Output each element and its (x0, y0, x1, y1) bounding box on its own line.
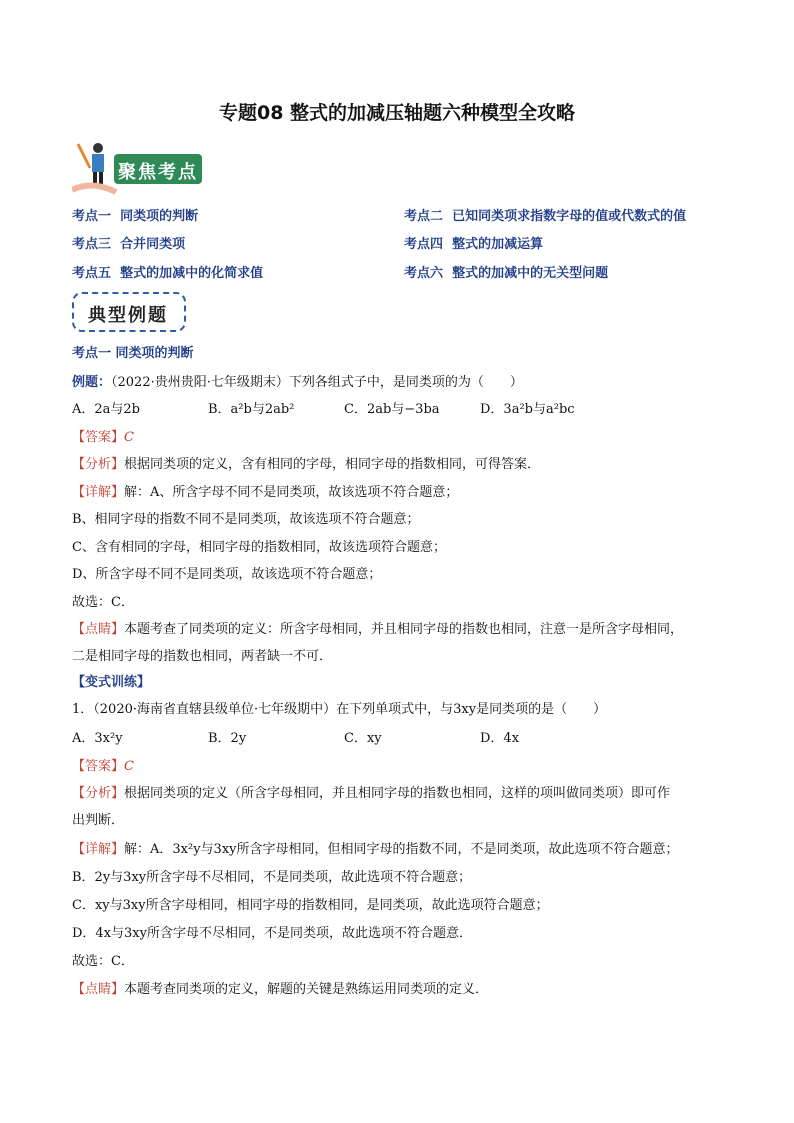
kaodian-item-3[interactable] (72, 233, 185, 252)
analysis-text: 根据同类项的定义，含有相同的字母，相同字母的指数相同，可得答案． (124, 457, 541, 472)
variant-question: 1．（2020·海南省直辖县级单位·七年级期中）在下列单项式中，与3xy是同类项的是（ ） (72, 702, 607, 717)
example-detail-line: D、所含字母不同不是同类项，故该选项不符合题意； (72, 567, 382, 582)
comment-label: 【点睛】 (72, 982, 125, 997)
kaodian-item-4[interactable] (404, 233, 543, 252)
kaodian-label: 考点四 (404, 237, 444, 252)
comment-label: 【点睛】 (72, 622, 125, 637)
example-detail-line (72, 481, 458, 500)
example-question (72, 371, 523, 390)
variant-detail-line: C．xy与3xy所含字母相同，相同字母的指数相同，是同类项，故此选项符合题意； (72, 898, 549, 913)
comment-text: 本题考查同类项的定义，解题的关键是熟练运用同类项的定义． (124, 982, 489, 997)
kaodian-text: 整式的加减中的无关型问题 (452, 266, 609, 281)
analysis-text: 根据同类项的定义（所含字母相同，并且相同字母的指数也相同，这样的项叫做同类项）即可作 (124, 786, 671, 801)
example-comment-line: 二是相同字母的指数也相同，两者缺一不可． (72, 649, 333, 664)
detail-text: 解：A．3x²y与3xy所含字母相同，但相同字母的指数不同，不是同类项，故此选项不符合题意； (124, 842, 679, 857)
option-a: A．3x²y (72, 731, 123, 746)
kaodian-item-6[interactable] (404, 262, 608, 281)
kaodian-text: 合并同类项 (120, 237, 186, 252)
option-b: B．a²b与2ab² (208, 402, 295, 417)
option-d: D．4x (480, 731, 520, 746)
example-detail-line: B、相同字母的指数不同不是同类项，故该选项不符合题意； (72, 512, 420, 527)
kaodian-label: 考点六 (404, 266, 444, 281)
kaodian-item-5[interactable] (72, 262, 263, 281)
detail-label: 【详解】 (72, 842, 125, 857)
focus-tag (114, 154, 202, 184)
section-heading: 考点一 同类项的判断 (72, 346, 194, 361)
detail-label: 【详解】 (72, 485, 125, 500)
example-answer (72, 426, 134, 445)
option-d: D．3a²b与a²bc (480, 402, 575, 417)
kaodian-text: 已知同类项求指数字母的值或代数式的值 (452, 209, 687, 224)
comment-text: 本题考查了同类项的定义：所含字母相同，并且相同字母的指数也相同，注意一是所含字母相同， (124, 622, 684, 637)
example-options (72, 398, 616, 417)
option-c: C．xy (344, 731, 382, 746)
document-title: 专题08 整式的加减压轴题六种模型全攻略 (218, 102, 576, 124)
kaodian-label: 考点五 (72, 266, 112, 281)
variant-analysis-line: 出判断． (72, 813, 125, 828)
answer-label: 【答案】 (72, 759, 125, 774)
option-c: C．2ab与−3ba (344, 402, 440, 417)
kaodian-item-1[interactable] (72, 205, 198, 224)
focus-tag-text: 聚焦考点 (118, 162, 198, 183)
example-comment (72, 618, 683, 637)
kaodian-text: 整式的加减中的化简求值 (120, 266, 264, 281)
variant-detail-line (72, 838, 679, 857)
example-prefix: 例题： (72, 375, 112, 390)
variant-comment (72, 978, 488, 997)
option-a: A．2a与2b (72, 402, 141, 417)
kaodian-item-2[interactable] (404, 205, 686, 224)
variant-heading: 【变式训练】 (72, 675, 151, 690)
analysis-label: 【分析】 (72, 457, 125, 472)
kaodian-label: 考点二 (404, 209, 444, 224)
focus-banner (72, 140, 202, 198)
analysis-label: 【分析】 (72, 786, 125, 801)
kaodian-text: 整式的加减运算 (452, 237, 544, 252)
answer-value: C (124, 430, 134, 445)
variant-detail-line: 故选：C． (72, 954, 134, 969)
variant-options (72, 727, 616, 746)
variant-detail-line: B．2y与3xy所含字母不尽相同，不是同类项，故此选项不符合题意； (72, 870, 472, 885)
example-detail-line: 故选：C． (72, 595, 134, 610)
kaodian-label: 考点一 (72, 209, 112, 224)
variant-analysis (72, 782, 670, 801)
detail-text: 解：A、所含字母不同不是同类项，故该选项不符合题意； (124, 485, 459, 500)
kaodian-text: 同类项的判断 (120, 209, 199, 224)
typical-examples-label: 典型例题 (88, 305, 168, 326)
answer-label: 【答案】 (72, 430, 125, 445)
variant-answer (72, 755, 134, 774)
example-question-text: （2022·贵州贵阳·七年级期末）下列各组式子中，是同类项的为（ ） (111, 375, 523, 390)
answer-value: C (124, 759, 134, 774)
variant-detail-line: D．4x与3xy所含字母不尽相同，不是同类项，故此选项不符合题意． (72, 926, 472, 941)
option-b: B．2y (208, 731, 247, 746)
example-analysis (72, 453, 540, 472)
typical-examples-box (72, 292, 186, 332)
example-detail-line: C、含有相同的字母，相同字母的指数相同，故该选项符合题意； (72, 540, 446, 555)
teacher-figure-icon (72, 140, 118, 198)
kaodian-label: 考点三 (72, 237, 112, 252)
